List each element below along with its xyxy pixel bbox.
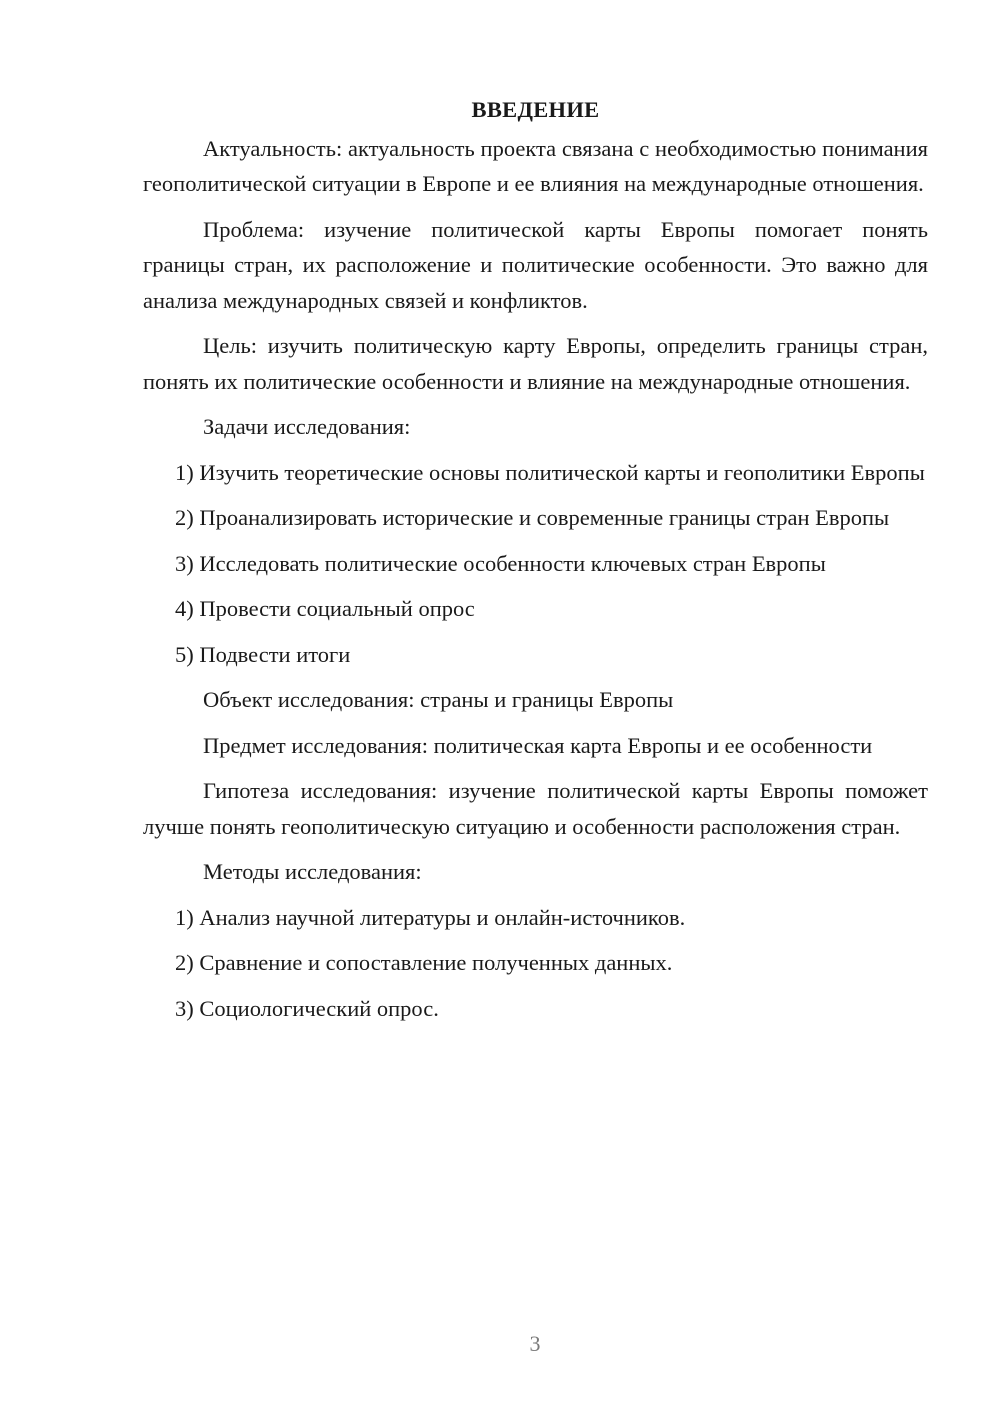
page-number: 3: [529, 1331, 541, 1356]
methods-title: Методы исследования:: [203, 859, 422, 884]
method-item-1: 1) Анализ научной литературы и онлайн-источников.: [175, 904, 686, 930]
document-body: [143, 92, 928, 1036]
tasks-title: Задачи исследования:: [203, 414, 411, 439]
hypothesis-paragraph: Гипотеза исследования: изучение политической карты Европы поможет лучше понять геополитическую ситуацию и особенности расположения стран.: [143, 778, 928, 839]
task-item-3: 3) Исследовать политические особенности ключевых стран Европы: [175, 550, 826, 576]
goal-paragraph: Цель: изучить политическую карту Европы, определить границы стран, понять их политические особенности и влияние на международные отношения.: [143, 333, 928, 394]
task-item-4: 4) Провести социальный опрос: [175, 596, 475, 621]
section-heading: ВВЕДЕНИЕ: [471, 97, 600, 122]
method-item-3: 3) Социологический опрос.: [175, 995, 439, 1021]
method-item-2: 2) Сравнение и сопоставление полученных данных.: [175, 950, 673, 975]
task-item-1: 1) Изучить теоретические основы политической карты и геополитики Европы: [175, 459, 925, 485]
task-item-2: 2) Проанализировать исторические и современные границы стран Европы: [175, 505, 890, 530]
relevance-paragraph: Актуальность: актуальность проекта связана с необходимостью понимания геополитической ситуации в Европе и ее влияния на международные отношения.: [143, 135, 928, 196]
problem-paragraph: Проблема: изучение политической карты Европы помогает понять границы стран, их расположение и политические особенности. Это важно для анализа международных связей и конфликтов.: [143, 216, 928, 313]
subject-paragraph: Предмет исследования: политическая карта Европы и ее особенности: [203, 732, 873, 758]
object-paragraph: Объект исследования: страны и границы Европы: [203, 687, 674, 712]
task-item-5: 5) Подвести итоги: [175, 641, 351, 667]
